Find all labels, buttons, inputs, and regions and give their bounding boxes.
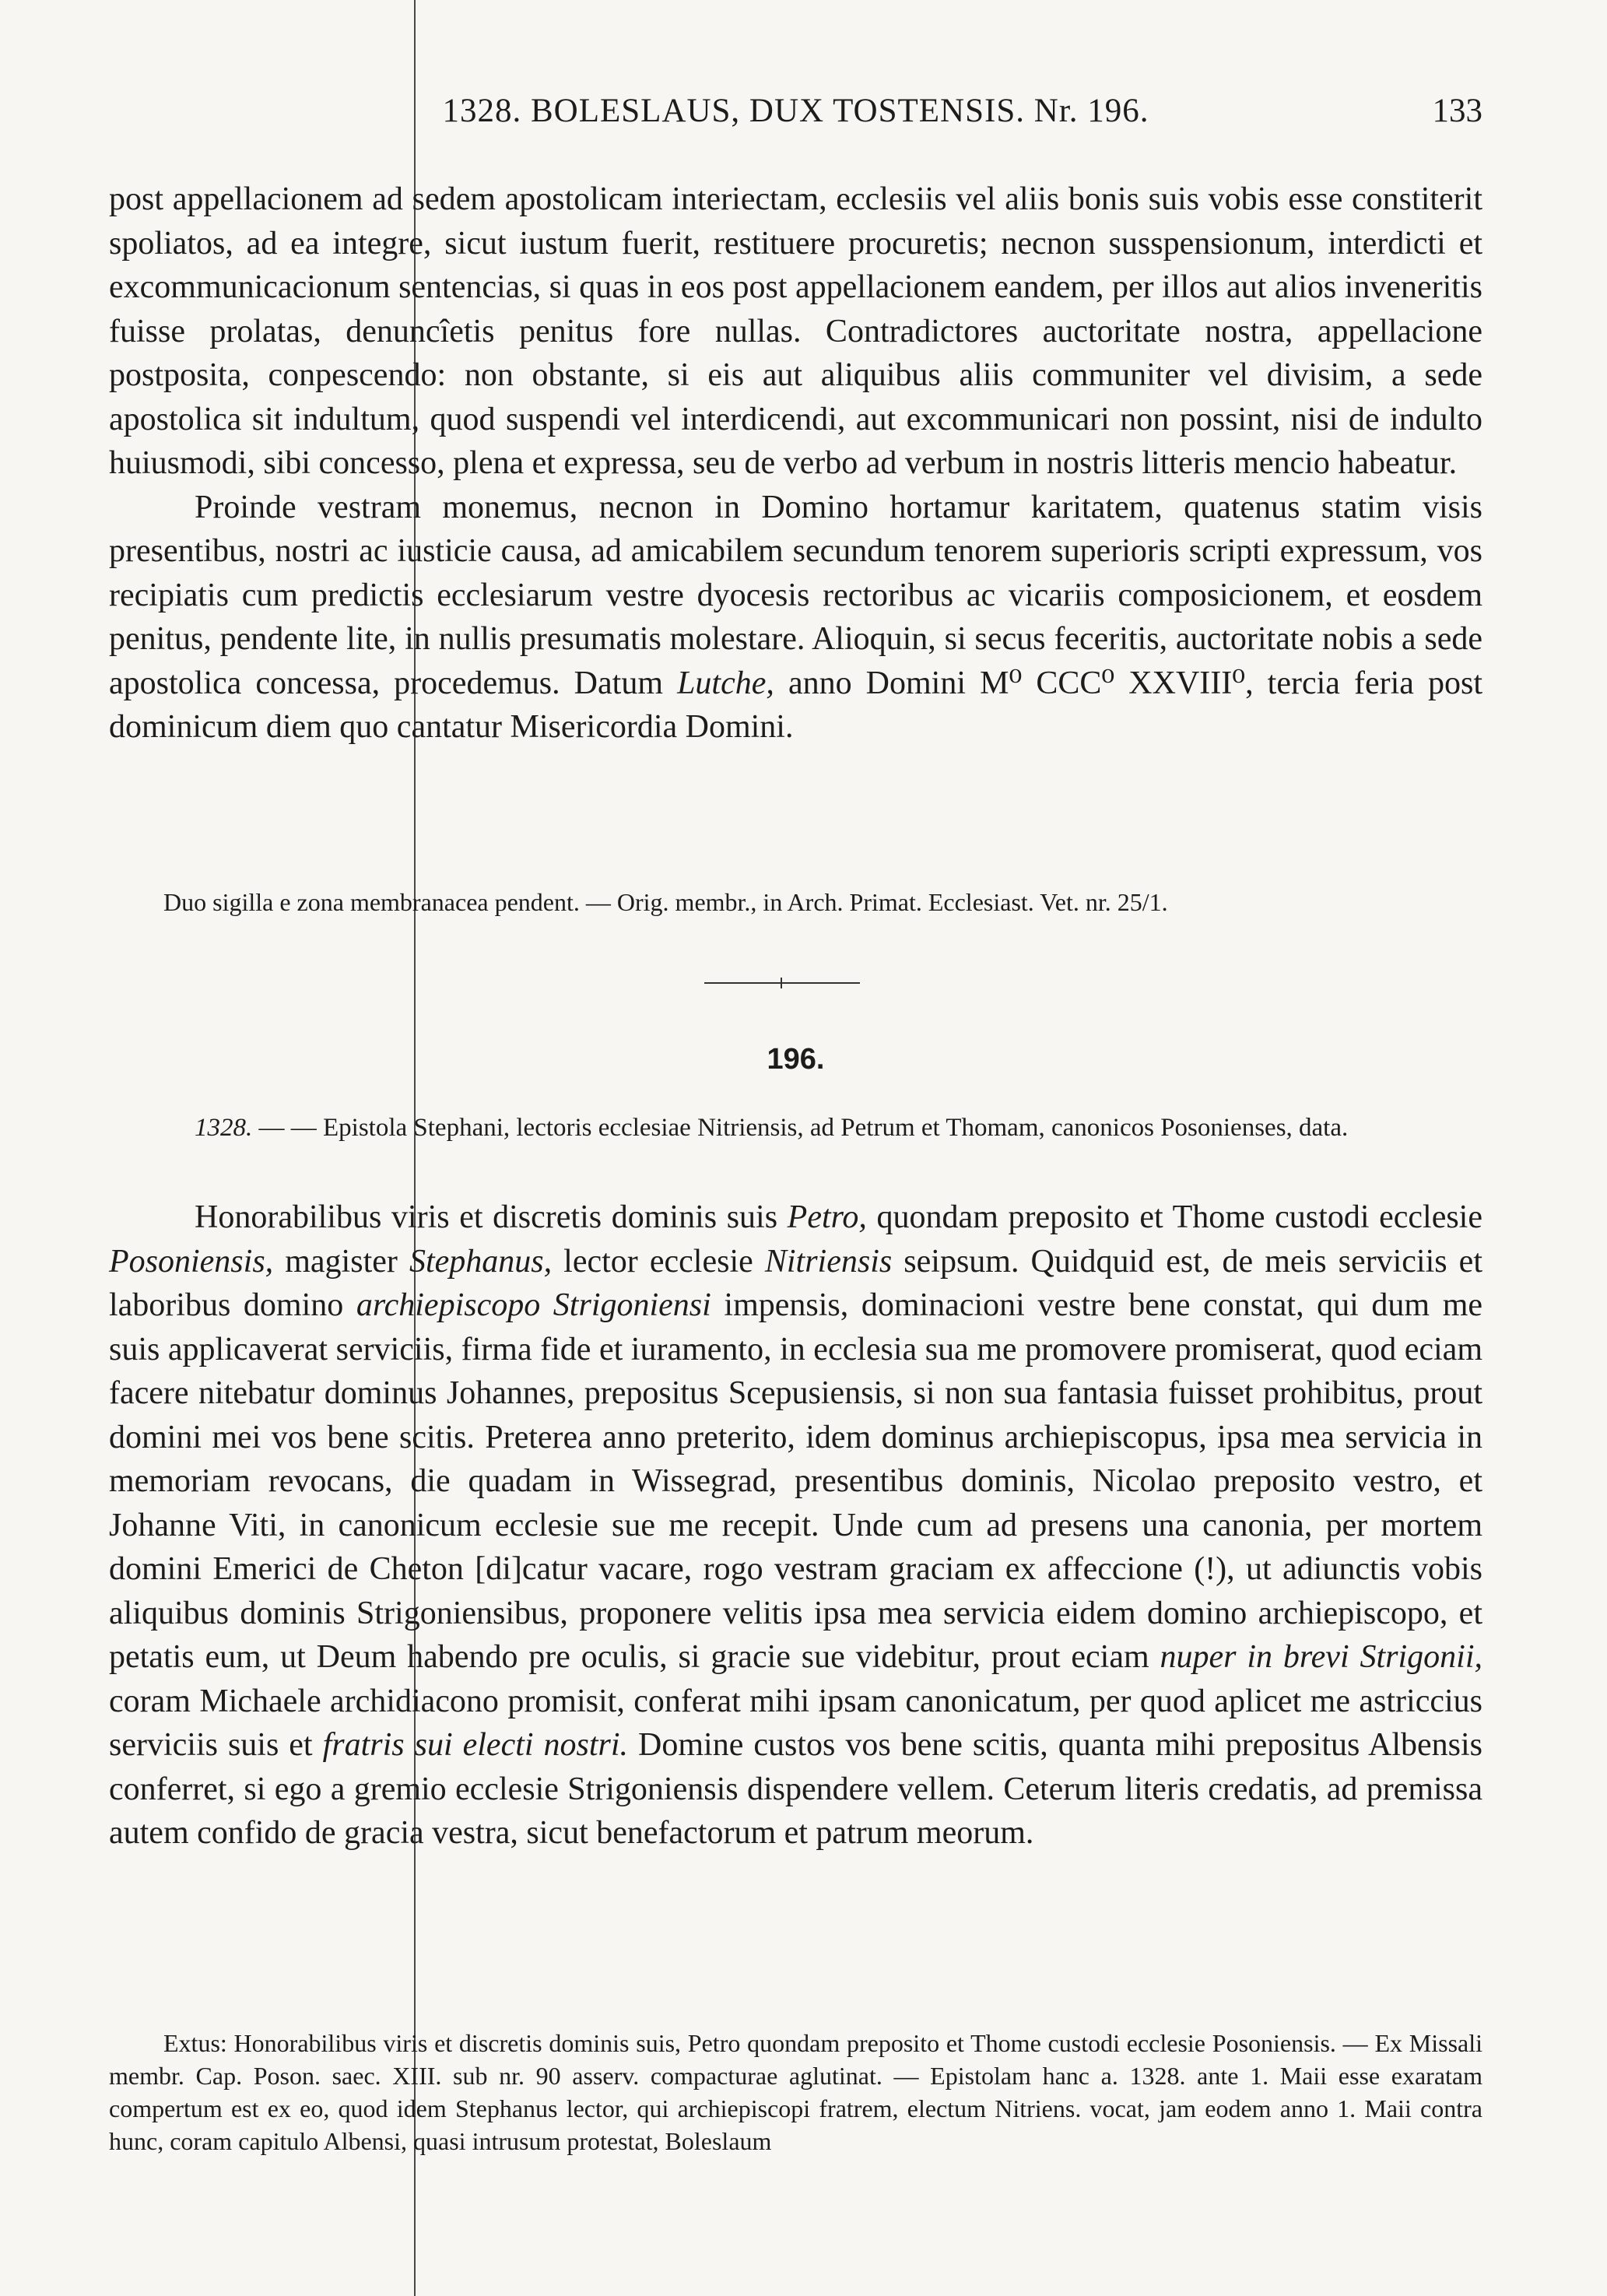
page-number: 133	[1432, 93, 1482, 129]
person-name: Petro,	[787, 1199, 867, 1235]
text-span: seipsum. Quidquid est, de meis serviciis et laboribus domino	[109, 1243, 1482, 1323]
place-name: Posoniensis,	[109, 1243, 274, 1280]
title-phrase: archiepiscopo Strigoniensi	[356, 1287, 711, 1323]
italic-phrase: fratris sui electi nostri.	[322, 1727, 629, 1763]
text-span: coram Michaele archidiacono promisit, conferat mihi ipsam canonicatum, per quod aplicet me astriccius serviciis suis et	[109, 1683, 1482, 1763]
text-span: Honorabilibus viris et discretis dominis suis	[195, 1199, 788, 1235]
editorial-note: Duo sigilla e zona membranacea pendent. — Orig. membr., in Arch. Primat. Ecclesiast. Vet. nr. 25/1.	[163, 888, 1168, 916]
paragraph	[109, 486, 1482, 750]
text-span: quondam preposito et Thome custodi ecclesie	[866, 1199, 1482, 1235]
paragraph: post appellacionem ad sedem apostolicam interiectam, ecclesiis vel aliis bonis suis vobis esse constiterit spoliatos, ad ea integre, sicut iustum fuerit, restituere procuretis; necnon susspensionum, interdicti et excommunicacionum sentencias, si quas in eos post appellacionem eandem, per illos aut alios inveneritis fuisse prolatas, denuncîetis penitus fore nullas. Contradictores auctoritate nostra, appellacione postposita, conpescendo: non obstante, si eis aut aliquibus aliis communiter vel divisim, a sede apostolica sit indultum, quod suspendi vel interdicendi, aut excommunicari non possint, nisi de indulto huiusmodi, sibi concesso, plena et expressa, seu de verbo ad verbum in nostris litteris mencio habeatur.	[109, 181, 1482, 481]
paragraph	[109, 1195, 1482, 1855]
text-span: magister	[273, 1243, 409, 1280]
person-name: Stephanus,	[409, 1243, 553, 1280]
italic-phrase: nuper in brevi Strigonii,	[1160, 1639, 1482, 1675]
document-body	[109, 1195, 1482, 1855]
document-note	[109, 2027, 1482, 2157]
text-span: impensis, dominacioni vestre bene constat, qui dum me suis applicaverat serviciis, firma fide et iuramento, in ecclesia sua me promovere promiserat, quod eciam facere nitebatur dominus Johannes, prepositus Scepusiensis, si non sua fantasia fuisset prohibitus, prout domini mei vos bene scitis. Preterea anno preterito, idem dominus archiepiscopus, ipsa mea servicia in memoriam revocans, die quadam in Wissegrad, presentibus dominis, Nicolao preposito vestro, et Johanne Viti, in canonicum ecclesie sue me recepit. Unde cum ad presens una canonia, per mortem domini Emerici de Cheton [di]catur vacare, rogo vestram graciam ex affeccione (!), ut adiunctis vobis aliquibus dominis Strigoniensibus, proponere velitis ipsa mea servicia eidem domino archiepiscopo, et petatis eum, ut Deum habendo pre oculis, si gracie sue videbitur, prout eciam	[109, 1287, 1482, 1675]
place-name: Lutche,	[677, 665, 774, 701]
document-number: 196.	[767, 1043, 825, 1076]
book-page	[109, 0, 1482, 2296]
running-title: 1328. BOLESLAUS, DUX TOSTENSIS. Nr. 196.	[442, 93, 1149, 129]
editorial-note: Extus: Honorabilibus viris et discretis dominis suis, Petro quondam preposito et Thome custodi ecclesie Posoniensis. — Ex Missali membr. Cap. Poson. saec. XIII. sub nr. 90 asserv. compacturae aglutinat. — Epistolam hanc a. 1328. ante 1. Maii esse exaratam compertum est ex eo, quod idem Stephanus lector, qui archiepiscopi fratrem, electum Nitriens. vocat, jam eodem anno 1. Maii contra hunc, coram capitulo Albensi, quasi intrusum protestat, Boleslaum	[109, 2029, 1482, 2155]
running-head	[109, 92, 1482, 139]
text-span: lector ecclesie	[552, 1243, 765, 1280]
previous-document-note	[109, 886, 1482, 918]
separator-tick	[781, 978, 782, 988]
previous-document-text	[109, 177, 1482, 750]
regest-year: 1328.	[195, 1114, 253, 1142]
separator-rule	[704, 982, 860, 984]
regest-text	[109, 1111, 1482, 1145]
text-span: — — Epistola Stephani, lectoris ecclesiae Nitriensis, ad Petrum et Thomam, canonicos Posonienses, data.	[252, 1114, 1349, 1142]
place-name: Nitriensis	[764, 1243, 893, 1280]
regest	[109, 1111, 1482, 1145]
text-span: Proinde vestram monemus, necnon in Domino hortamur karitatem, quatenus statim visis presentibus, nostri ac iusticie causa, ad amicabilem secundum tenorem superioris scripti expressum, vos recipiatis cum predictis ecclesiarum vestre dyocesis rectoribus ac vicariis composicionem, et eosdem penitus, pendente lite, in nullis presumatis molestare. Alioquin, si secus feceritis, auctoritate nobis a sede apostolica concessa, procedemus. Datum	[109, 489, 1482, 701]
text-span: anno Domini M⁰ CCC⁰ XXVIII⁰, tercia feria post dominicum diem quo cantatur Misericordia Domini.	[109, 665, 1482, 745]
text-span: Domine custos vos bene scitis, quanta mihi prepositus Albensis conferret, si ego a gremio ecclesie Strigoniensis dispendere vellem. Ceterum literis credatis, ad premissa autem confido de gracia vestra, sicut benefactorum et patrum meorum.	[109, 1727, 1482, 1851]
